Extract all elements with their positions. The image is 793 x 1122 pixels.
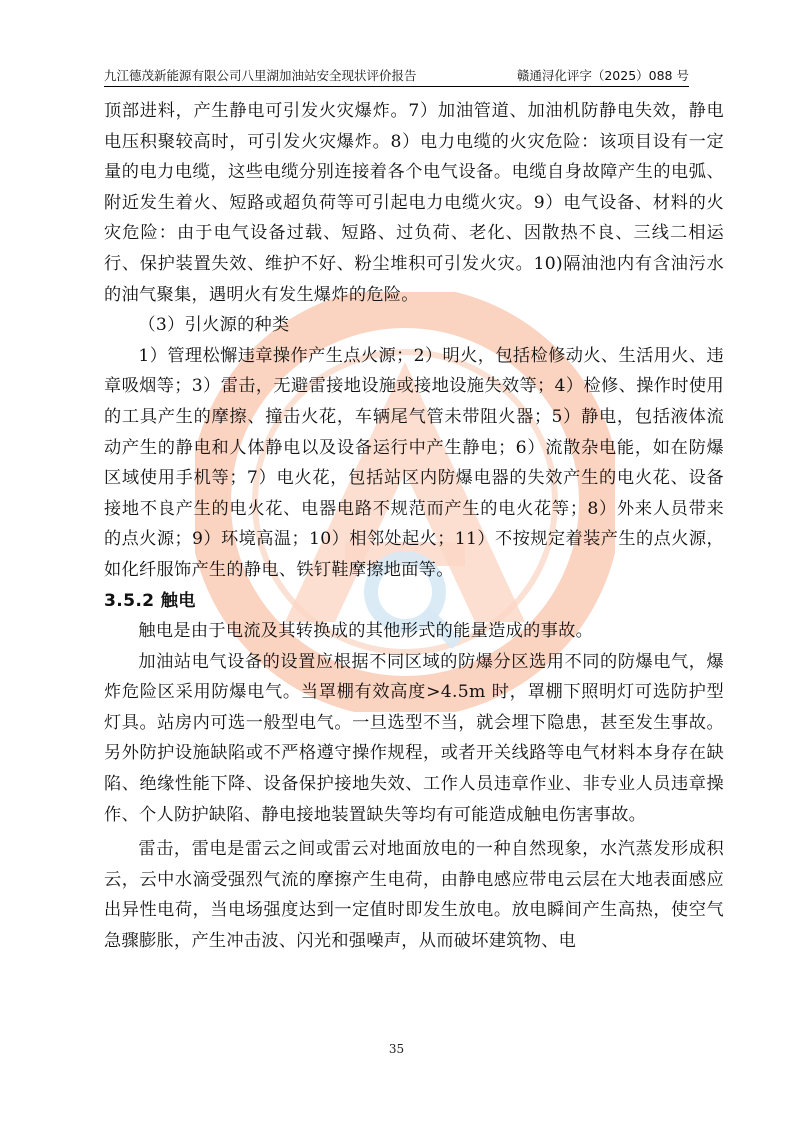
document-body <box>104 96 724 957</box>
section-heading-electric-shock: 3.5.2 触电 <box>104 590 196 611</box>
header-report-title: 九江德茂新能源有限公司八里湖加油站安全现状评价报告 <box>104 68 417 83</box>
paragraph-explosion-proof-electrical: 加油站电气设备的设置应根据不同区域的防爆分区选用不同的防爆电气，爆炸危险区采用防爆电气。当罩棚有效高度>4.5m 时，罩棚下照明灯可选防护型灯具。站房内可选一般型电气。一旦选型不当，就会埋下隐患，甚至发生事故。另外防护设施缺陷或不严格遵守操作规程，或者开关线路等电气材料本身存在缺陷、绝缘性能下降、设备保护接地失效、工作人员违章作业、非专业人员违章操作、个人防护缺陷、静电接地装置缺失等均有可能造成触电伤害事故。 <box>104 651 724 825</box>
page-header <box>104 66 689 87</box>
paragraph-ignition-source-types: 1）管理松懈违章操作产生点火源；2）明火，包括检修动火、生活用火、违章吸烟等；3）雷击，无避雷接地设施或接地设施失效等；4）检修、操作时使用的工具产生的摩擦、撞击火花，车辆尾气管未带阻火器；5）静电，包括液体流动产生的静电和人体静电以及设备运行中产生静电；6）流散杂电能，如在防爆区域使用手机等；7）电火花，包括站区内防爆电器的失效产生的电火花、设备接地不良产生的电火花、电器电路不规范而产生的电火花等；8）外来人员带来的点火源；9）环境高温；10）相邻处起火；11）不按规定着装产生的点火源，如化纤服饰产生的静电、铁钉鞋摩擦地面等。 <box>104 345 724 580</box>
subheading-ignition-sources: （3）引火源的种类 <box>138 315 290 336</box>
paragraph-fire-hazards: 顶部进料，产生静电可引发火灾爆炸。7）加油管道、加油机防静电失效，静电电压积聚较高时，可引发火灾爆炸。8）电力电缆的火灾危险：该项目设有一定量的电力电缆，这些电缆分别连接着各个电气设备。电缆自身故障产生的电弧、附近发生着火、短路或超负荷等可引起电力电缆火灾。9）电气设备、材料的火灾危险：由于电气设备过载、短路、过负荷、老化、因散热不良、三线二相运行、保护装置失效、维护不好、粉尘堆积可引发火灾。10)隔油池内有含油污水的油气聚集，遇明火有发生爆炸的危险。 <box>104 101 724 305</box>
header-report-number: 赣通浔化评字（2025）088 号 <box>516 68 689 83</box>
page-number: 35 <box>388 1042 405 1056</box>
paragraph-electric-shock-definition: 触电是由于电流及其转换成的其他形式的能量造成的事故。 <box>138 621 594 642</box>
paragraph-lightning: 雷击，雷电是雷云之间或雷云对地面放电的一种自然现象，水汽蒸发形成积云，云中水滴受强烈气流的摩擦产生电荷，由静电感应带电云层在大地表面感应出异性电荷，当电场强度达到一定值时即发生放电。放电瞬间产生高热，使空气急骤膨胀，产生冲击波、闪光和强噪声，从而破坏建筑物、电 <box>104 839 724 952</box>
